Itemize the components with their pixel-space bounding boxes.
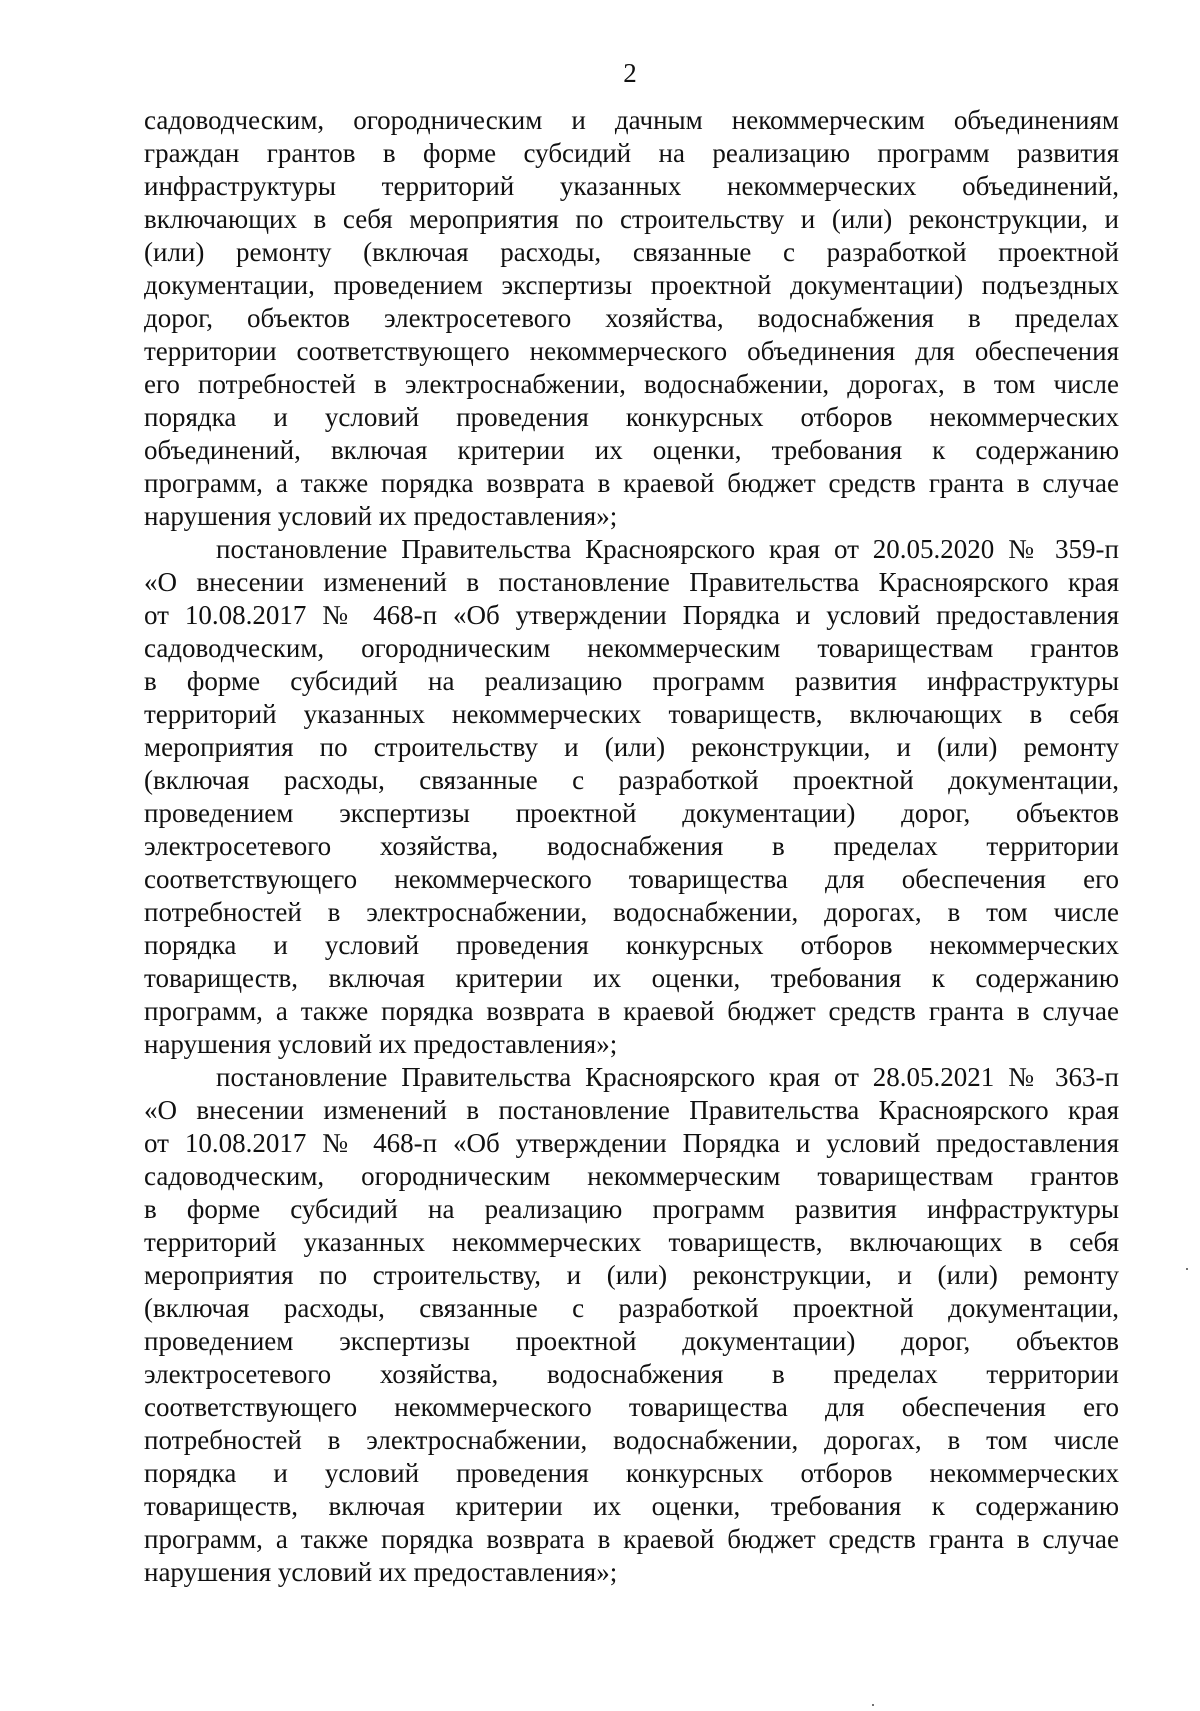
- text-line: «О внесении изменений в постановление Правительства Красноярского края: [144, 567, 1119, 597]
- text-line: инфраструктуры территорий указанных некоммерческих объединений,: [144, 171, 1119, 201]
- text-line: от 10.08.2017 № 468-п «Об утверждении Порядка и условий предоставления: [144, 600, 1119, 630]
- text-line: включающих в себя мероприятия по строительству и (или) реконструкции, и: [144, 204, 1119, 234]
- text-line: программ, а также порядка возврата в краевой бюджет средств гранта в случае: [144, 1524, 1119, 1554]
- text-line: потребностей в электроснабжении, водоснабжении, дорогах, в том числе: [144, 1425, 1119, 1455]
- text-line: товариществ, включая критерии их оценки, требования к содержанию: [144, 963, 1119, 993]
- text-line: (или) ремонту (включая расходы, связанные с разработкой проектной: [144, 237, 1119, 267]
- page-number: 2: [623, 58, 637, 88]
- text-line: нарушения условий их предоставления»;: [144, 1557, 618, 1587]
- text-line: проведением экспертизы проектной документации) дорог, объектов: [144, 1326, 1119, 1356]
- text-line: порядка и условий проведения конкурсных отборов некоммерческих: [144, 402, 1119, 432]
- text-line: порядка и условий проведения конкурсных отборов некоммерческих: [144, 930, 1119, 960]
- text-line: нарушения условий их предоставления»;: [144, 501, 618, 531]
- text-line: садоводческим, огородническим некоммерческим товариществам грантов: [144, 633, 1119, 663]
- text-line: мероприятия по строительству и (или) реконструкции, и (или) ремонту: [144, 732, 1119, 762]
- text-line: территорий указанных некоммерческих товариществ, включающих в себя: [144, 699, 1119, 729]
- text-line: садоводческим, огородническим некоммерческим товариществам грантов: [144, 1161, 1119, 1191]
- text-line: объединений, включая критерии их оценки, требования к содержанию: [144, 435, 1119, 465]
- text-line: проведением экспертизы проектной документации) дорог, объектов: [144, 798, 1119, 828]
- text-line: постановление Правительства Красноярского края от 28.05.2021 № 363-п: [216, 1062, 1119, 1092]
- paragraph-2: [144, 533, 1119, 1061]
- paragraph-3: [144, 1061, 1119, 1589]
- text-line: соответствующего некоммерческого товарищества для обеспечения его: [144, 1392, 1119, 1422]
- text-line: садоводческим, огородническим и дачным некоммерческим объединениям: [144, 105, 1119, 135]
- text-line: мероприятия по строительству, и (или) реконструкции, и (или) ремонту: [144, 1260, 1119, 1290]
- text-line: дорог, объектов электросетевого хозяйства, водоснабжения в пределах: [144, 303, 1119, 333]
- text-line: «О внесении изменений в постановление Правительства Красноярского края: [144, 1095, 1119, 1125]
- text-line: программ, а также порядка возврата в краевой бюджет средств гранта в случае: [144, 468, 1119, 498]
- document-body: [144, 104, 1119, 1589]
- text-line: граждан грантов в форме субсидий на реализацию программ развития: [144, 138, 1119, 168]
- text-line: от 10.08.2017 № 468-п «Об утверждении Порядка и условий предоставления: [144, 1128, 1119, 1158]
- scan-speck: [1186, 1268, 1188, 1270]
- paragraph-1: [144, 104, 1119, 533]
- text-line: документации, проведением экспертизы проектной документации) подъездных: [144, 270, 1119, 300]
- text-line: электросетевого хозяйства, водоснабжения в пределах территории: [144, 1359, 1119, 1389]
- text-line: (включая расходы, связанные с разработкой проектной документации,: [144, 765, 1119, 795]
- text-line: нарушения условий их предоставления»;: [144, 1029, 618, 1059]
- scan-speck: [872, 1704, 874, 1706]
- text-line: территории соответствующего некоммерческого объединения для обеспечения: [144, 336, 1119, 366]
- text-line: соответствующего некоммерческого товарищества для обеспечения его: [144, 864, 1119, 894]
- text-line: товариществ, включая критерии их оценки, требования к содержанию: [144, 1491, 1119, 1521]
- text-line: территорий указанных некоммерческих товариществ, включающих в себя: [144, 1227, 1119, 1257]
- text-line: в форме субсидий на реализацию программ развития инфраструктуры: [144, 1194, 1119, 1224]
- text-line: порядка и условий проведения конкурсных отборов некоммерческих: [144, 1458, 1119, 1488]
- text-line: электросетевого хозяйства, водоснабжения в пределах территории: [144, 831, 1119, 861]
- text-line: в форме субсидий на реализацию программ развития инфраструктуры: [144, 666, 1119, 696]
- text-line: его потребностей в электроснабжении, водоснабжении, дорогах, в том числе: [144, 369, 1119, 399]
- text-line: потребностей в электроснабжении, водоснабжении, дорогах, в том числе: [144, 897, 1119, 927]
- text-line: (включая расходы, связанные с разработкой проектной документации,: [144, 1293, 1119, 1323]
- text-line: программ, а также порядка возврата в краевой бюджет средств гранта в случае: [144, 996, 1119, 1026]
- text-line: постановление Правительства Красноярского края от 20.05.2020 № 359-п: [216, 534, 1119, 564]
